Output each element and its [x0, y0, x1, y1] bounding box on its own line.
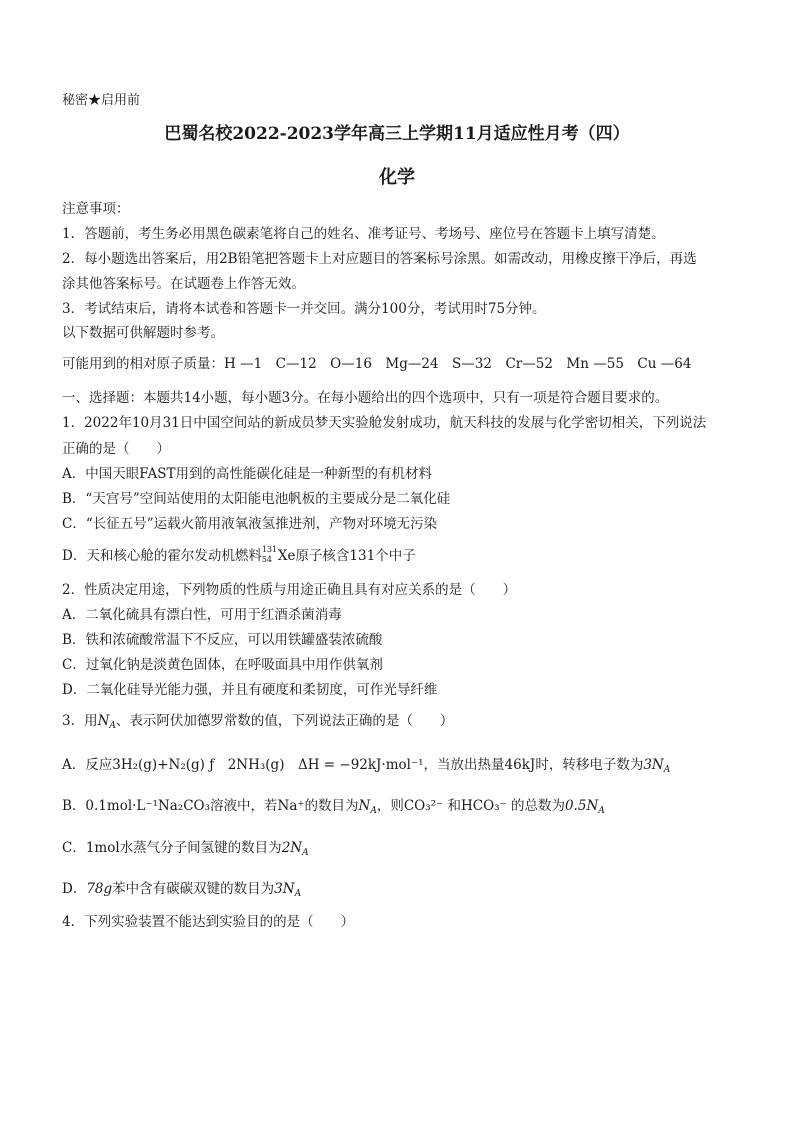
q2-option-c: C．过氧化钠是淡黄色固体，在呼吸面具中用作供氧剂 [62, 657, 383, 673]
q3-stem [62, 712, 453, 735]
q1-stem-a: 1．2022年10月31日中国空间站的新成员梦天实验舱发射成功，航天科技的发展与化学密切相关，下列说法 [62, 415, 707, 431]
q3-stem-pre: 3．用 [62, 713, 98, 729]
q3-c-amount: 1mol [85, 840, 120, 856]
q3-c-pre: C． [62, 840, 86, 856]
q1-d-post: 原子核含131个中子 [295, 548, 416, 564]
q3-a-equation: 3H₂(g)+N₂(g) ƒ 2NH₃(g) ΔH = −92kJ·mol⁻¹ [112, 757, 424, 773]
section-heading: 一、选择题：本题共14小题，每小题3分。在每小题给出的四个选项中，只有一项是符合题目要求的。 [62, 390, 669, 406]
q2-option-a: A．二氧化硫具有漂白性，可用于红酒杀菌消毒 [62, 607, 342, 623]
data-note: 以下数据可供解题时参考。 [62, 325, 224, 341]
notice-heading: 注意事项： [62, 201, 130, 217]
nuclide-atomic-number: 54 [261, 555, 273, 564]
q3-a-value: 3N [643, 757, 664, 773]
q3-d-value: 3N [274, 881, 295, 897]
secret-label: 秘密★启用前 [62, 93, 141, 108]
q3-a-sub: A [663, 765, 671, 775]
q3-a-pre: A．反应 [62, 757, 113, 773]
q3-b-na-sub: A [370, 806, 377, 816]
q3-option-b [62, 797, 605, 820]
q1-stem-b: 正确的是（ ） [62, 441, 170, 457]
q3-b-mid2: ，则CO₃²⁻ 和HCO₃⁻ 的总数为 [376, 798, 565, 814]
q1-option-d [62, 546, 416, 565]
notice-item-1: 1．答题前，考生务必用黑色碳素笔将自己的姓名、准考证号、考场号、座位号在答题卡上填写清楚。 [62, 226, 665, 242]
q2-stem: 2．性质决定用途，下列物质的性质与用途正确且具有对应关系的是（ ） [62, 582, 517, 598]
q3-option-d [62, 880, 301, 903]
nuclide-mass: 131 [261, 545, 278, 554]
exam-title: 巴蜀名校2022-2023学年高三上学期11月适应性月考（四） [164, 124, 630, 144]
q3-b-sub: A [598, 806, 605, 816]
q3-b-na: N [358, 798, 371, 814]
subject-title: 化学 [379, 167, 415, 188]
q3-b-conc: 0.1mol·L⁻¹Na₂CO₃ [85, 798, 211, 814]
q1-option-c: C．“长征五号”运载火箭用液氧液氢推进剂，产物对环境无污染 [62, 516, 438, 532]
q4-stem: 4．下列实验装置不能达到实验目的的是（ ） [62, 914, 355, 930]
q3-d-mid: 苯中含有碳碳双键的数目为 [112, 881, 275, 897]
q3-d-pre: D． [62, 881, 87, 897]
q3-stem-post: 、表示阿伏加德罗常数的值，下列说法正确的是（ ） [115, 713, 454, 729]
q1-option-b: B．“天宫号”空间站使用的太阳能电池帆板的主要成分是二氧化硅 [62, 491, 451, 507]
q3-c-value: 2N [281, 840, 303, 856]
q3-a-heat: 46kJ [504, 757, 536, 773]
q3-c-mid: 水蒸气分子间氢键的数目为 [119, 840, 282, 856]
q3-option-c [62, 839, 309, 862]
q1-d-pre: D．天和核心舱的霍尔发动机燃料 [62, 548, 262, 564]
q2-option-b: B．铁和浓硫酸常温下不反应，可以用铁罐盛装浓硫酸 [62, 632, 383, 648]
notice-item-3: 3．考试结束后，请将本试卷和答题卡一并交回。满分100分，考试用时75分钟。 [62, 301, 546, 317]
nuclide-symbol: Xe [277, 548, 296, 564]
atomic-masses: 可能用到的相对原子质量：H —1 C—12 O—16 Mg—24 S—32 Cr—52 Mn —55 Cu —64 [62, 356, 692, 372]
na-symbol: N [97, 713, 110, 729]
nuclide-notation [262, 546, 278, 564]
q3-a-post: 时，转移电子数为 [535, 757, 644, 773]
na-subscript: A [109, 721, 116, 731]
notice-item-2a: 2．每小题选出答案后，用2B铅笔把答题卡上对应题目的答案标号涂黑。如需改动，用橡皮擦干净后，再选 [62, 251, 697, 267]
q3-b-mid: 溶液中，若Na⁺的数目为 [210, 798, 359, 814]
q3-d-amount: 78g [86, 881, 113, 897]
q3-c-sub: A [302, 848, 309, 858]
q3-b-pre: B． [62, 798, 86, 814]
notice-item-2b: 涂其他答案标号。在试题卷上作答无效。 [62, 276, 305, 292]
q2-option-d: D．二氧化硅导光能力强，并且有硬度和柔韧度，可作光导纤维 [62, 682, 438, 698]
q3-b-value: 0.5N [564, 798, 599, 814]
q3-d-sub: A [294, 889, 302, 899]
q3-a-mid: ，当放出热量 [423, 757, 505, 773]
q3-option-a [62, 756, 670, 779]
q1-option-a: A．中国天眼FAST用到的高性能碳化硅是一种新型的有机材料 [62, 466, 432, 482]
